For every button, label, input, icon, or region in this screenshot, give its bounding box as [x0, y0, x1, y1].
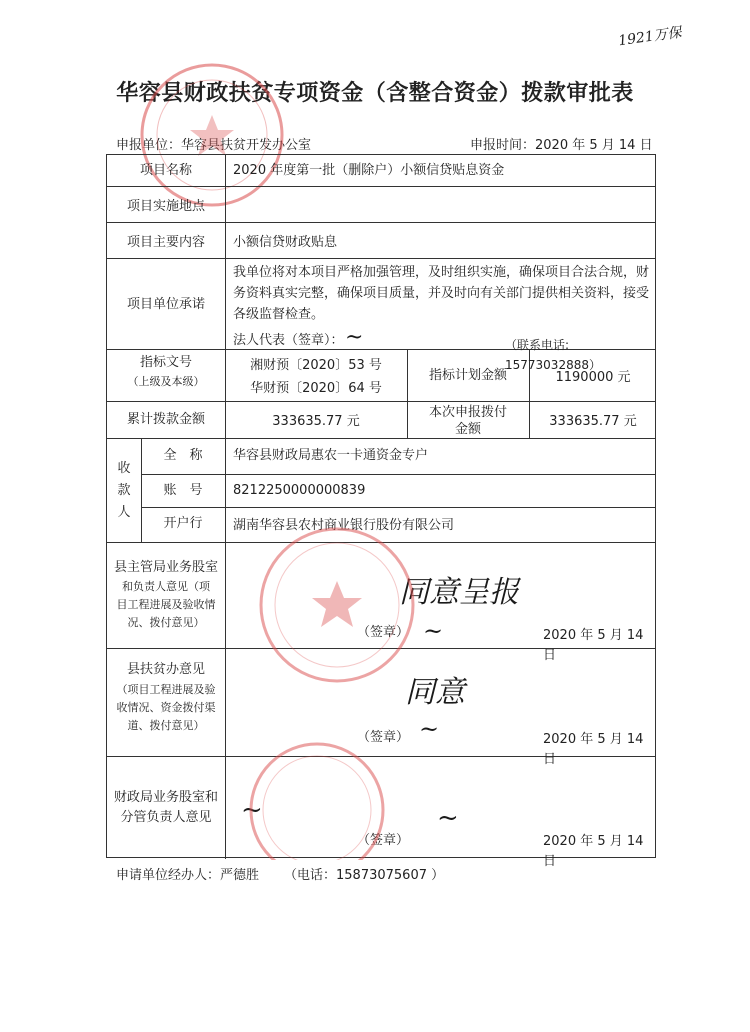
page-title: 华容县财政扶贫专项资金（含整合资金）拨款审批表 — [116, 81, 634, 106]
opinion3-date: 2020 年 5 月 14 日 — [543, 834, 644, 869]
opinion1-sign-label: （签章） — [357, 625, 410, 640]
opinion2-date: 2020 年 5 月 14 日 — [543, 732, 644, 767]
label-indicator-sub: （上级及本级） — [127, 375, 205, 388]
indicator-doc-1: 湘财预〔2020〕53 号 — [250, 358, 382, 373]
value-cumulative: 333635.77 元 — [272, 414, 360, 429]
handwritten-note: 1921万保 — [617, 24, 683, 50]
label-project-name: 项目名称 — [139, 163, 192, 178]
opinion3-label-2: 分管负责人意见 — [120, 810, 212, 825]
label-indicator: 指标文号 — [139, 355, 192, 370]
approval-form — [106, 154, 656, 869]
label-account: 账 号 — [163, 483, 203, 498]
opinion2-label-4: 道、拨付意见） — [127, 719, 205, 732]
value-current-amount: 333635.77 元 — [549, 414, 637, 429]
value-project-name: 2020 年度第一批（删除户）小额信贷贴息资金 — [233, 163, 505, 178]
opinion3-label-1: 财政局业务股室和 — [113, 790, 218, 805]
report-time-label: 申报时间： — [470, 138, 536, 153]
report-time — [470, 134, 653, 153]
opinion1-label-3: 目工程进展及验收情 — [116, 598, 216, 611]
value-payee-name: 华容县财政局惠农一卡通资金专户 — [233, 448, 429, 463]
opinion3-sign-label: （签章） — [357, 833, 410, 848]
value-content: 小额信贷财政贴息 — [233, 235, 338, 250]
opinion3-signature-1: ~ — [241, 795, 263, 825]
label-location: 项目实施地点 — [126, 199, 205, 214]
opinion2-sign-label: （签章） — [357, 730, 410, 745]
opinion2-handwriting: 同意 — [405, 675, 465, 710]
stamp-finance-bureau — [247, 740, 387, 860]
opinion1-label-2: 和负责人意见（项 — [122, 580, 210, 593]
label-plan-amount: 指标计划金额 — [428, 368, 507, 383]
handler-name: 严德胜 — [220, 868, 260, 883]
handler-label: 申请单位经办人： — [116, 868, 221, 883]
footer-handler — [116, 864, 259, 883]
legal-rep-signature: ~ — [345, 325, 364, 350]
opinion2-signature: ~ — [419, 715, 440, 743]
opinion2-label-2: （项目工程进展及验 — [116, 683, 216, 696]
label-content: 项目主要内容 — [126, 235, 205, 250]
indicator-doc-2: 华财预〔2020〕64 号 — [250, 381, 382, 396]
label-current-2: 金额 — [454, 422, 481, 437]
applicant-unit-label: 申报单位： — [116, 138, 182, 153]
legal-rep-label: 法人代表（签章）： — [233, 333, 344, 348]
opinion1-label-1: 县主管局业务股室 — [113, 560, 218, 575]
label-bank: 开户行 — [163, 516, 203, 531]
opinion1-handwriting: 同意呈报 — [399, 575, 519, 610]
label-commitment: 项目单位承诺 — [126, 297, 205, 312]
footer-phone: （电话：15873075607 ） — [284, 868, 445, 883]
payee-char-2: 款 — [117, 483, 131, 498]
value-bank: 湖南华容县农村商业银行股份有限公司 — [233, 518, 455, 533]
label-current-1: 本次申报拨付 — [428, 405, 507, 420]
label-cumulative: 累计拨款金额 — [126, 412, 205, 427]
value-account: 8212250000000839 — [233, 483, 366, 498]
payee-char-1: 收 — [117, 461, 131, 476]
commitment-text: 我单位将对本项目严格加强管理，及时组织实施，确保项目合法合规，财务资料真实完整，确保项目质量，并及时向有关部门提供相关资料，接受各级监督检查。 — [233, 265, 650, 322]
payee-char-3: 人 — [117, 505, 131, 520]
stamp-poverty-office-large — [257, 525, 417, 685]
commitment-phone: （联系电话: 15773032888） — [505, 338, 601, 372]
opinion3-signature-2: ~ — [437, 803, 459, 833]
opinion2-label-1: 县扶贫办意见 — [126, 662, 205, 677]
opinion1-label-4: 况、拨付意见） — [127, 616, 205, 629]
opinion1-date: 2020 年 5 月 14 日 — [543, 628, 644, 663]
applicant-unit-value: 华容县扶贫开发办公室 — [181, 138, 312, 153]
label-payee-name: 全 称 — [163, 448, 203, 463]
opinion1-signature: ~ — [423, 617, 444, 645]
report-date: 2020 年 5 月 14 日 — [535, 138, 653, 153]
value-plan-amount: 1190000 元 — [555, 370, 631, 385]
opinion2-label-3: 收情况、资金拨付渠 — [116, 701, 216, 714]
